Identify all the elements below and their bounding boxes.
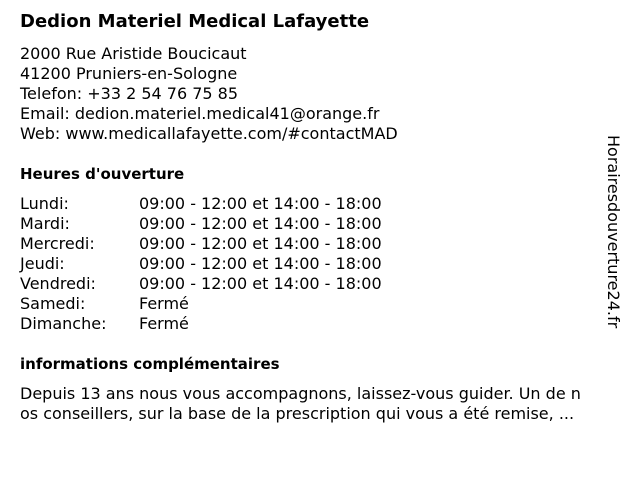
address-city: 41200 Pruniers-en-Sologne [20,64,238,83]
day-label: Mardi: [20,214,70,233]
day-hours: 09:00 - 12:00 et 14:00 - 18:00 [139,254,382,273]
day-hours: 09:00 - 12:00 et 14:00 - 18:00 [139,194,382,213]
description-line: os conseillers, sur la base de la prescription qui vous a été remise, ... [20,404,575,423]
day-label: Mercredi: [20,234,95,253]
day-label: Samedi: [20,294,86,313]
day-hours: Fermé [139,294,189,313]
opening-hours-heading: Heures d'ouverture [20,165,185,183]
address-street: 2000 Rue Aristide Boucicaut [20,44,247,63]
description-line: Depuis 13 ans nous vous accompagnons, laissez-vous guider. Un de n [20,384,581,403]
day-label: Lundi: [20,194,69,213]
site-watermark: Horairesdouverture24.fr [604,135,623,329]
website-address: Web: www.medicallafayette.com/#contactMAD [20,124,398,143]
business-name: Dedion Materiel Medical Lafayette [20,11,370,32]
day-hours: 09:00 - 12:00 et 14:00 - 18:00 [139,274,382,293]
day-hours: Fermé [139,314,189,333]
day-label: Vendredi: [20,274,96,293]
day-label: Dimanche: [20,314,107,333]
contact-block [20,44,398,144]
email-address: Email: dedion.materiel.medical41@orange.fr [20,104,380,123]
day-hours: 09:00 - 12:00 et 14:00 - 18:00 [139,234,382,253]
day-hours: 09:00 - 12:00 et 14:00 - 18:00 [139,214,382,233]
day-label: Jeudi: [20,254,65,273]
phone-number: Telefon: +33 2 54 76 75 85 [20,84,239,103]
additional-info-heading: informations complémentaires [20,355,280,373]
additional-info-text [20,384,632,424]
